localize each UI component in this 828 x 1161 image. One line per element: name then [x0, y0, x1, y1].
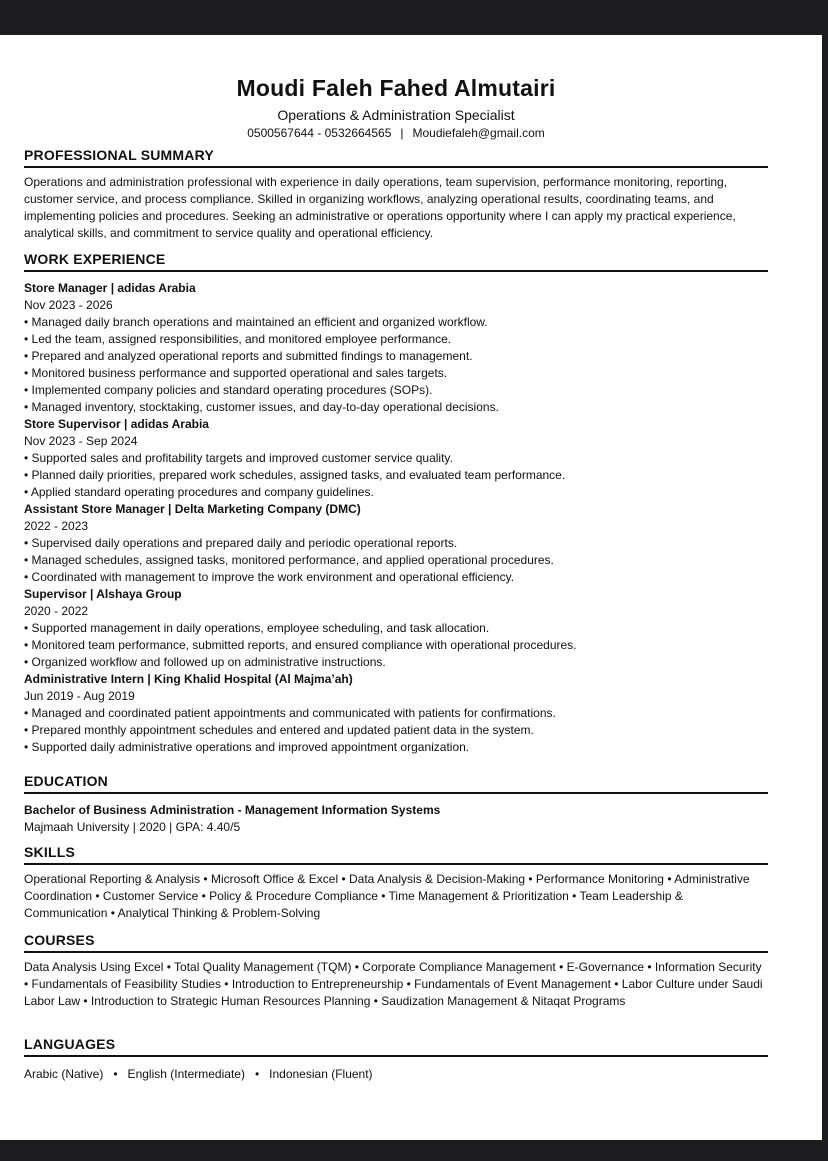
job-entry — [24, 416, 768, 501]
contact-separator: | — [400, 126, 404, 140]
job-title: Supervisor | Alshaya Group — [24, 587, 182, 601]
job-dates: Nov 2023 - Sep 2024 — [24, 434, 138, 448]
education-section — [24, 773, 768, 836]
job-title: Assistant Store Manager | Delta Marketing Company (DMC) — [24, 502, 361, 516]
courses-section — [24, 932, 768, 1010]
skills-text: Operational Reporting & Analysis • Microsoft Office & Excel • Data Analysis & Decision-Making • Performance Monitoring • Administrative Coordination • Customer Service • Policy & Procedure Compliance • Time Management & Prioritization • Team Leadership & Communication • Analytical Thinking & Problem-Solving — [24, 872, 750, 920]
languages-section — [24, 1036, 768, 1083]
summary-heading: PROFESSIONAL SUMMARY — [24, 147, 768, 168]
job-title: Administrative Intern | King Khalid Hospital (Al Majma’ah) — [24, 672, 353, 686]
job-dates: 2020 - 2022 — [24, 604, 89, 618]
job-bullet: • Planned daily priorities, prepared work schedules, assigned tasks, and evaluated team performance. — [24, 467, 768, 484]
job-bullet: • Prepared and analyzed operational reports and submitted findings to management. — [24, 348, 768, 365]
job-bullet: • Managed schedules, assigned tasks, monitored performance, and applied operational procedures. — [24, 552, 768, 569]
job-dates: Jun 2019 - Aug 2019 — [24, 689, 135, 703]
education-heading: EDUCATION — [24, 773, 768, 794]
skills-section — [24, 844, 768, 922]
summary-section — [24, 147, 768, 242]
job-entry — [24, 586, 768, 671]
job-bullet: • Coordinated with management to improve the work environment and operational efficiency. — [24, 569, 768, 586]
job-bullet: • Managed inventory, stocktaking, customer issues, and day-to-day operational decisions. — [24, 399, 768, 416]
job-bullets — [24, 620, 768, 671]
degree-title: Bachelor of Business Administration - Management Information Systems — [24, 803, 441, 817]
skills-heading: SKILLS — [24, 844, 768, 865]
candidate-name: Moudi Faleh Fahed Almutairi — [236, 75, 556, 101]
education-details: Majmaah University | 2020 | GPA: 4.40/5 — [24, 820, 241, 834]
job-dates: 2022 - 2023 — [24, 519, 89, 533]
job-title: Store Supervisor | adidas Arabia — [24, 417, 209, 431]
languages-text: Arabic (Native) • English (Intermediate) • Indonesian (Fluent) — [24, 1067, 373, 1081]
experience-section — [24, 251, 768, 756]
courses-heading: COURSES — [24, 932, 768, 953]
experience-heading: WORK EXPERIENCE — [24, 251, 768, 272]
job-dates: Nov 2023 - 2026 — [24, 298, 113, 312]
job-bullets — [24, 450, 768, 501]
languages-heading: LANGUAGES — [24, 1036, 768, 1057]
job-bullet: • Supported sales and profitability targets and improved customer service quality. — [24, 450, 768, 467]
job-entry — [24, 671, 768, 756]
summary-text: Operations and administration professional with experience in daily operations, team supervision, performance monitoring, reporting, customer service, and process compliance. Skilled in organizing workflows, analyzing operational results, coordinating teams, and implementing policies and procedures. Seeking an administrative or operations opportunity where I can apply my practical experience, analytical skills, and commitment to service quality and operational efficiency. — [24, 175, 736, 240]
job-entry — [24, 280, 768, 416]
candidate-title: Operations & Administration Specialist — [277, 107, 515, 123]
job-bullet: • Supported management in daily operations, employee scheduling, and task allocation. — [24, 620, 768, 637]
contact-line — [24, 125, 768, 141]
job-list — [24, 280, 768, 756]
job-bullets — [24, 535, 768, 586]
job-bullet: • Organized workflow and followed up on administrative instructions. — [24, 654, 768, 671]
job-bullet: • Led the team, assigned responsibilities, and monitored employee performance. — [24, 331, 768, 348]
job-bullet: • Monitored business performance and supported operational and sales targets. — [24, 365, 768, 382]
job-bullet: • Supervised daily operations and prepared daily and periodic operational reports. — [24, 535, 768, 552]
phone-numbers: 0500567644 - 0532664565 — [247, 126, 392, 140]
resume-content — [24, 73, 768, 1081]
job-bullets — [24, 314, 768, 416]
job-bullet: • Applied standard operating procedures and company guidelines. — [24, 484, 768, 501]
job-title: Store Manager | adidas Arabia — [24, 281, 196, 295]
job-bullet: • Implemented company policies and standard operating procedures (SOPs). — [24, 382, 768, 399]
job-bullet: • Managed daily branch operations and maintained an efficient and organized workflow. — [24, 314, 768, 331]
job-bullet: • Prepared monthly appointment schedules and entered and updated patient data in the system. — [24, 722, 768, 739]
courses-text: Data Analysis Using Excel • Total Quality Management (TQM) • Corporate Compliance Management • E-Governance • Information Security • Fundamentals of Feasibility Studies • Introduction to Entrepreneurship • Fundamentals of Event Management • Labor Culture under Saudi Labor Law • Introduction to Strategic Human Resources Planning • Saudization Management & Nitaqat Programs — [24, 960, 763, 1008]
job-bullets — [24, 705, 768, 756]
resume-page — [0, 35, 822, 1140]
job-bullet: • Supported daily administrative operations and improved appointment organization. — [24, 739, 768, 756]
job-bullet: • Managed and coordinated patient appointments and communicated with patients for confirmations. — [24, 705, 768, 722]
email-address: Moudiefaleh@gmail.com — [412, 126, 545, 140]
job-entry — [24, 501, 768, 586]
job-bullet: • Monitored team performance, submitted reports, and ensured compliance with operational procedures. — [24, 637, 768, 654]
